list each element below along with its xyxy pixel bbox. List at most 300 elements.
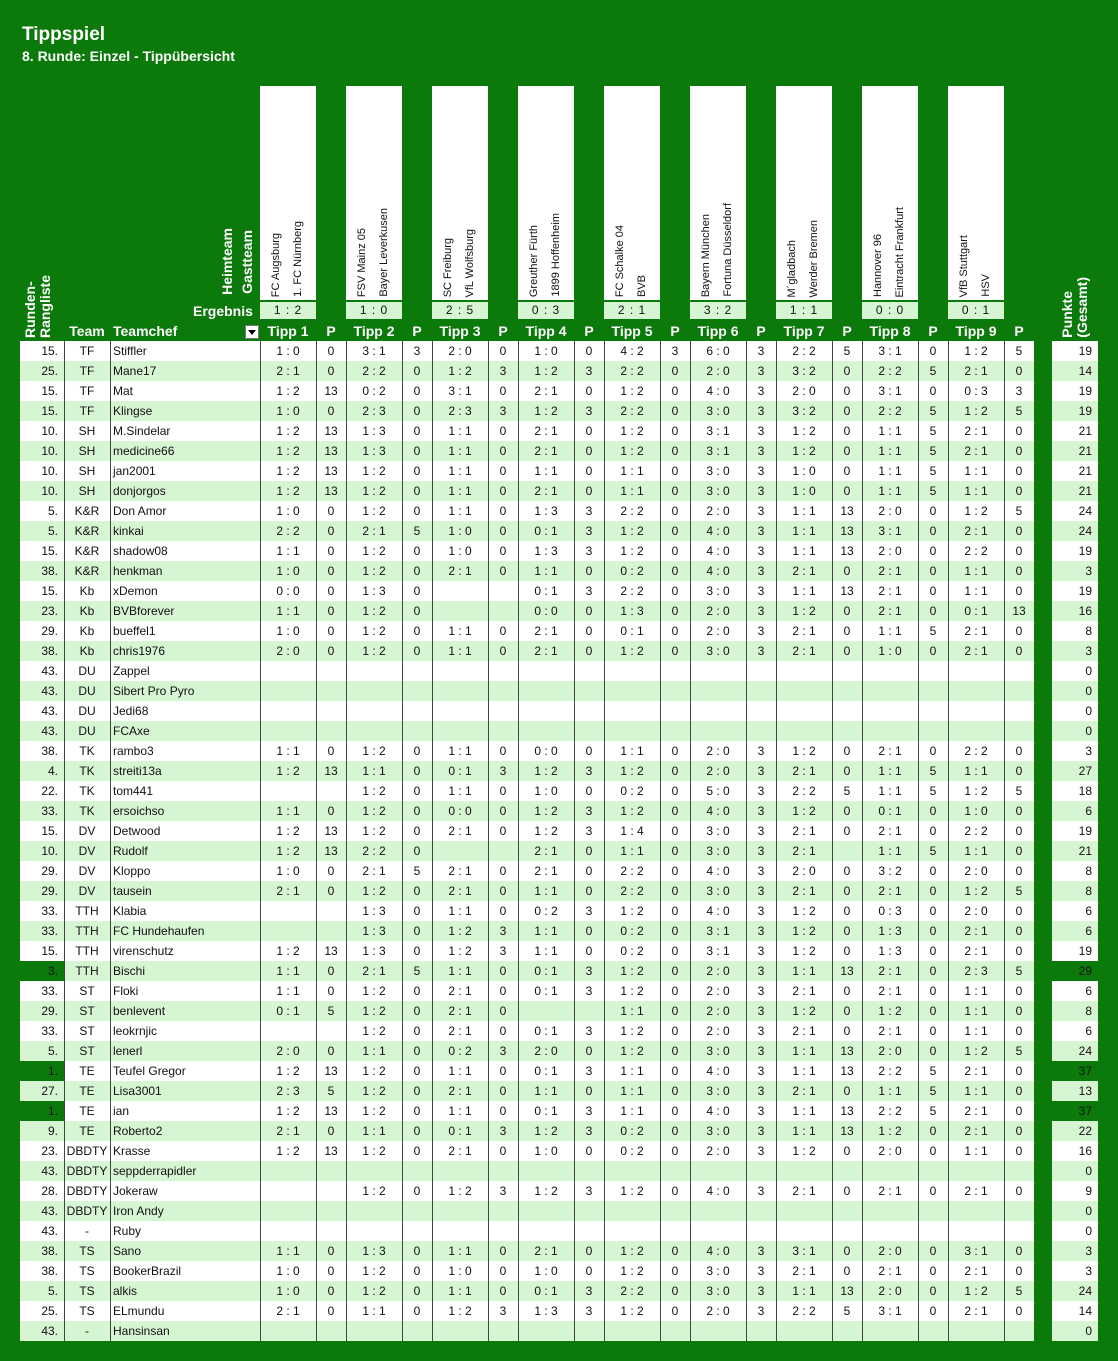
points-cell: 13 [840, 1064, 854, 1078]
points-cell: 0 [413, 824, 421, 838]
points-cell: 0 [671, 364, 679, 378]
points-cell: 0 [1015, 1124, 1023, 1138]
total-points-cell: 8 [1085, 624, 1092, 638]
tipp-cell: 1 : 2 [362, 644, 386, 658]
points-cell: 0 [671, 744, 679, 758]
tipp-cell: 0 : 0 [534, 744, 558, 758]
tipp-cell: 4 : 0 [706, 904, 730, 918]
team-cell: TE [79, 1124, 95, 1138]
tipp-cell: 2 : 1 [792, 624, 816, 638]
tipp-cell: 1 : 2 [362, 1284, 386, 1298]
tipp-cell: 2 : 1 [534, 844, 558, 858]
tipp-cell: 1 : 1 [964, 564, 988, 578]
points-cell: 0 [929, 1264, 937, 1278]
table-row [20, 1221, 1098, 1241]
tipp-cell: 1 : 1 [792, 1044, 816, 1058]
tipp-cell: 0 : 1 [534, 1104, 558, 1118]
points-cell: 0 [585, 1044, 593, 1058]
team-cell: ST [79, 1004, 95, 1018]
tipp-cell: 2 : 1 [878, 564, 902, 578]
points-cell: 0 [413, 384, 421, 398]
points-cell: 0 [1015, 424, 1023, 438]
points-cell: 13 [324, 484, 338, 498]
teamchef-cell: Sano [113, 1244, 142, 1258]
tipp-cell: 2 : 1 [792, 1084, 816, 1098]
col-header-points: P [498, 323, 508, 339]
teamchef-cell: xDemon [113, 584, 158, 598]
tipp-cell: 1 : 1 [448, 1104, 472, 1118]
points-cell: 13 [324, 944, 338, 958]
tipp-cell: 1 : 2 [534, 764, 558, 778]
teamchef-cell: Kloppo [113, 864, 151, 878]
tipp-cell: 2 : 3 [964, 964, 988, 978]
points-cell: 0 [499, 1264, 507, 1278]
teamchef-cell: alkis [113, 1284, 138, 1298]
tipp-cell [690, 701, 746, 721]
points-cell [316, 681, 346, 701]
points-cell: 5 [929, 464, 937, 478]
total-points-cell: 22 [1078, 1124, 1092, 1138]
points-cell: 5 [929, 1064, 937, 1078]
tipp-cell: 1 : 2 [534, 364, 558, 378]
points-cell [832, 1201, 862, 1221]
points-cell: 0 [843, 1004, 851, 1018]
total-points-cell: 21 [1078, 444, 1092, 458]
points-cell: 0 [327, 884, 335, 898]
tipp-cell [346, 701, 402, 721]
tipp-cell [432, 721, 488, 741]
tipp-cell: 2 : 1 [534, 864, 558, 878]
points-cell [402, 701, 432, 721]
points-cell: 0 [585, 444, 593, 458]
tipp-cell: 1 : 0 [276, 864, 300, 878]
rank-cell: 38. [41, 644, 58, 658]
tipp-cell: 2 : 1 [964, 1184, 988, 1198]
points-cell: 13 [324, 764, 338, 778]
tipp-cell: 1 : 2 [964, 1284, 988, 1298]
points-cell [1004, 1201, 1034, 1221]
tipp-cell: 2 : 2 [620, 884, 644, 898]
points-cell: 13 [324, 444, 338, 458]
points-cell [918, 1161, 948, 1181]
points-cell [402, 681, 432, 701]
points-cell: 3 [757, 584, 765, 598]
tipp-cell: 4 : 0 [706, 1104, 730, 1118]
teamchef-cell: FC Hundehaufen [113, 924, 205, 938]
tipp-cell: 2 : 1 [964, 624, 988, 638]
points-cell: 3 [585, 764, 593, 778]
points-cell: 0 [671, 1184, 679, 1198]
teamchef-cell: tom441 [113, 784, 154, 798]
points-cell: 0 [843, 884, 851, 898]
tipp-cell [518, 1161, 574, 1181]
team-cell: TF [79, 384, 95, 398]
tipp-cell: 1 : 2 [620, 644, 644, 658]
points-cell: 0 [671, 824, 679, 838]
tipp-cell: 2 : 1 [878, 884, 902, 898]
points-cell: 3 [499, 364, 507, 378]
tipp-cell: 2 : 2 [792, 784, 816, 798]
tipp-cell: 2 : 2 [620, 404, 644, 418]
rank-cell: 5. [47, 504, 58, 518]
col-header-points: P [1014, 323, 1024, 339]
team-cell: TK [79, 744, 95, 758]
tipp-cell: 4 : 0 [706, 1244, 730, 1258]
tipp-cell: 1 : 1 [276, 604, 300, 618]
tipp-cell: 0 : 2 [362, 384, 386, 398]
points-cell [918, 1221, 948, 1241]
tipp-cell [260, 1221, 316, 1241]
points-cell: 0 [929, 804, 937, 818]
team-cell: DU [78, 704, 96, 718]
tipp-cell [776, 721, 832, 741]
points-cell [574, 1161, 604, 1181]
rank-cell: 27. [41, 1084, 58, 1098]
table-row [20, 921, 1098, 941]
points-cell: 13 [324, 424, 338, 438]
team-cell: Kb [79, 604, 95, 618]
points-cell: 0 [413, 984, 421, 998]
away-team: HSV [980, 274, 992, 297]
tipp-cell: 1 : 2 [362, 884, 386, 898]
tipp-cell: 1 : 2 [620, 764, 644, 778]
total-points-cell: 19 [1078, 384, 1092, 398]
tipp-cell: 0 : 1 [620, 624, 644, 638]
tipp-cell: 1 : 1 [448, 964, 472, 978]
tipp-cell [604, 1321, 660, 1341]
points-cell: 0 [929, 1244, 937, 1258]
points-cell: 0 [1015, 1144, 1023, 1158]
tipp-cell: 1 : 1 [534, 464, 558, 478]
points-cell: 0 [843, 384, 851, 398]
table-row [20, 821, 1098, 841]
tipp-cell: 1 : 1 [964, 1144, 988, 1158]
points-cell: 0 [327, 544, 335, 558]
match-result: 1 : 1 [776, 302, 832, 319]
tipp-cell: 2 : 1 [534, 1244, 558, 1258]
table-row [20, 1181, 1098, 1201]
points-cell [488, 1161, 518, 1181]
tipp-cell: 3 : 1 [878, 524, 902, 538]
col-header-tipp-1: Tipp 1 [267, 323, 309, 339]
tipp-cell: 1 : 3 [878, 924, 902, 938]
points-cell [746, 681, 776, 701]
points-cell: 13 [840, 504, 854, 518]
tipp-cell: 4 : 0 [706, 524, 730, 538]
points-cell [402, 721, 432, 741]
points-cell: 5 [1015, 344, 1023, 358]
tipp-cell: 1 : 1 [792, 964, 816, 978]
points-cell: 0 [843, 1264, 851, 1278]
points-cell: 0 [585, 1264, 593, 1278]
tipp-cell: 1 : 2 [964, 504, 988, 518]
tipp-cell: 1 : 3 [534, 1304, 558, 1318]
points-cell: 0 [585, 644, 593, 658]
tipp-cell: 1 : 1 [448, 424, 472, 438]
tipp-cell: 2 : 1 [964, 1124, 988, 1138]
tipp-cell: 2 : 1 [362, 964, 386, 978]
tipp-cell: 2 : 1 [276, 364, 300, 378]
teamchef-cell: Krasse [113, 1144, 151, 1158]
tipp-cell: 2 : 0 [706, 604, 730, 618]
teamchef-cell: chris1976 [113, 644, 166, 658]
away-team: Bayer Leverkusen [378, 208, 390, 297]
tipp-cell [776, 1201, 832, 1221]
label-ergebnis: Ergebnis [193, 303, 253, 319]
points-cell [1004, 1161, 1034, 1181]
tipp-cell: 1 : 2 [448, 944, 472, 958]
teamchef-cell: Klabia [113, 904, 147, 918]
points-cell [316, 1201, 346, 1221]
tipp-cell: 1 : 1 [448, 1284, 472, 1298]
rank-cell: 38. [41, 1244, 58, 1258]
points-cell: 3 [757, 404, 765, 418]
points-cell: 0 [843, 904, 851, 918]
match-column-8 [862, 86, 918, 300]
tipp-cell: 2 : 1 [534, 624, 558, 638]
match-result: 3 : 2 [690, 302, 746, 319]
column-divider [660, 341, 661, 1341]
tipp-cell: 1 : 2 [620, 984, 644, 998]
table-row [20, 421, 1098, 441]
points-cell: 0 [413, 764, 421, 778]
tipp-cell: 2 : 1 [448, 864, 472, 878]
column-divider [346, 341, 347, 1341]
team-cell: K&R [74, 524, 100, 538]
rank-cell: 33. [41, 904, 58, 918]
tipp-cell: 0 : 2 [620, 924, 644, 938]
tipp-cell: 0 : 1 [534, 584, 558, 598]
match-column-6 [690, 86, 746, 300]
teamchef-cell: ELmundu [113, 1304, 165, 1318]
column-divider [64, 341, 65, 1341]
points-cell [402, 1221, 432, 1241]
points-cell: 13 [840, 1044, 854, 1058]
points-cell: 3 [585, 1104, 593, 1118]
points-cell: 3 [757, 984, 765, 998]
tipp-cell: 1 : 3 [878, 944, 902, 958]
tipp-cell: 2 : 1 [362, 864, 386, 878]
total-points-cell: 3 [1085, 1244, 1092, 1258]
points-cell: 3 [499, 1184, 507, 1198]
tipp-cell [518, 701, 574, 721]
tipp-cell: 0 : 1 [534, 1284, 558, 1298]
tipp-cell [432, 661, 488, 681]
team-cell: DV [78, 864, 96, 878]
tipp-cell: 1 : 2 [620, 1304, 644, 1318]
tipp-cell: 2 : 2 [878, 1104, 902, 1118]
points-cell: 5 [929, 1104, 937, 1118]
tipp-cell: 1 : 0 [792, 464, 816, 478]
tipp-cell: 1 : 2 [620, 964, 644, 978]
points-cell: 3 [757, 1144, 765, 1158]
tipp-cell: 1 : 2 [276, 484, 300, 498]
table-row [20, 1041, 1098, 1061]
tipp-cell: 0 : 2 [620, 944, 644, 958]
tipp-cell: 2 : 0 [878, 1244, 902, 1258]
points-cell: 3 [757, 384, 765, 398]
points-cell [488, 681, 518, 701]
tipp-cell: 0 : 0 [448, 804, 472, 818]
home-team: SC Freiburg [442, 237, 454, 297]
tipp-cell [690, 661, 746, 681]
tipp-cell: 2 : 1 [878, 1184, 902, 1198]
tipp-cell: 3 : 2 [792, 364, 816, 378]
tipp-cell: 2 : 1 [792, 1024, 816, 1038]
tipp-cell: 1 : 2 [362, 1064, 386, 1078]
total-points-cell: 0 [1085, 664, 1092, 678]
tipp-cell: 4 : 2 [620, 344, 644, 358]
rank-cell: 10. [41, 424, 58, 438]
tipp-cell: 1 : 1 [620, 1064, 644, 1078]
team-cell: TE [79, 1084, 95, 1098]
points-cell: 3 [499, 1124, 507, 1138]
teamchef-cell: Mat [113, 384, 134, 398]
points-cell: 3 [757, 1044, 765, 1058]
tipp-cell: 2 : 1 [448, 1004, 472, 1018]
away-team: 1. FC Nürnberg [292, 221, 304, 297]
team-cell: K&R [74, 504, 100, 518]
tipp-cell: 1 : 2 [362, 464, 386, 478]
tipp-cell: 2 : 1 [448, 1084, 472, 1098]
tipp-cell [260, 701, 316, 721]
points-cell: 0 [671, 944, 679, 958]
points-cell: 0 [585, 924, 593, 938]
total-points-cell: 21 [1078, 844, 1092, 858]
tipp-cell [862, 1321, 918, 1341]
points-cell: 0 [843, 864, 851, 878]
points-cell: 0 [929, 524, 937, 538]
tipp-cell: 1 : 1 [878, 484, 902, 498]
tipp-cell: 2 : 1 [964, 1104, 988, 1118]
points-cell: 0 [671, 1044, 679, 1058]
points-cell [1004, 681, 1034, 701]
points-cell: 0 [327, 604, 335, 618]
tipp-cell: 2 : 1 [792, 884, 816, 898]
tipp-cell [948, 681, 1004, 701]
points-cell: 5 [1015, 784, 1023, 798]
points-cell: 0 [499, 744, 507, 758]
tipp-cell: 2 : 1 [964, 524, 988, 538]
points-cell: 3 [757, 924, 765, 938]
points-cell: 3 [757, 1284, 765, 1298]
tipp-cell: 1 : 1 [964, 984, 988, 998]
points-cell: 0 [585, 384, 593, 398]
points-cell: 0 [585, 624, 593, 638]
tipp-cell: 2 : 0 [706, 764, 730, 778]
tipp-cell: 4 : 0 [706, 804, 730, 818]
rank-cell: 9. [47, 1124, 58, 1138]
points-cell: 0 [413, 884, 421, 898]
points-cell: 0 [929, 604, 937, 618]
points-cell: 0 [843, 924, 851, 938]
total-points-cell: 0 [1085, 704, 1092, 718]
tipp-cell: 1 : 3 [362, 944, 386, 958]
points-cell [316, 921, 346, 941]
points-cell: 0 [413, 464, 421, 478]
points-cell: 0 [499, 624, 507, 638]
table-row [20, 621, 1098, 641]
points-cell: 0 [671, 1024, 679, 1038]
column-divider [488, 341, 489, 1341]
tipp-cell: 1 : 2 [792, 744, 816, 758]
tipp-cell: 3 : 1 [706, 424, 730, 438]
tipp-cell: 2 : 2 [620, 1284, 644, 1298]
tipp-cell: 0 : 1 [534, 1024, 558, 1038]
col-header-tipp-9: Tipp 9 [955, 323, 997, 339]
total-points-cell: 0 [1085, 684, 1092, 698]
match-column-1 [260, 86, 316, 300]
points-cell: 13 [840, 1124, 854, 1138]
points-cell: 5 [413, 964, 421, 978]
points-cell: 0 [929, 964, 937, 978]
tipp-cell [432, 1321, 488, 1341]
tipp-cell: 3 : 1 [792, 1244, 816, 1258]
points-cell: 0 [413, 624, 421, 638]
points-cell [488, 581, 518, 601]
team-cell: TTH [75, 904, 99, 918]
total-points-cell: 9 [1085, 1184, 1092, 1198]
page-title: Tippspiel [22, 24, 106, 45]
points-cell: 3 [585, 1024, 593, 1038]
points-cell: 0 [671, 424, 679, 438]
points-cell: 5 [929, 1084, 937, 1098]
tipp-cell: 1 : 1 [362, 1124, 386, 1138]
teamchef-cell: Iron Andy [113, 1204, 164, 1218]
points-cell: 0 [671, 1144, 679, 1158]
rank-cell: 38. [41, 744, 58, 758]
points-cell: 3 [757, 1304, 765, 1318]
tipp-cell: 1 : 0 [448, 524, 472, 538]
tipp-cell [346, 1321, 402, 1341]
tipp-cell: 1 : 2 [448, 364, 472, 378]
points-cell: 0 [1015, 944, 1023, 958]
points-cell: 0 [843, 824, 851, 838]
tipp-cell: 3 : 1 [362, 344, 386, 358]
total-points-cell: 13 [1078, 1084, 1092, 1098]
tipp-cell: 2 : 2 [362, 364, 386, 378]
points-cell: 3 [585, 964, 593, 978]
tipp-cell: 1 : 1 [964, 764, 988, 778]
teamchef-filter-dropdown[interactable] [245, 325, 259, 339]
tipp-cell [776, 701, 832, 721]
away-team: Werder Bremen [808, 219, 820, 297]
team-cell: DU [78, 684, 96, 698]
points-cell: 0 [499, 1064, 507, 1078]
team-cell: Kb [79, 624, 95, 638]
rank-cell: 22. [41, 784, 58, 798]
tipp-cell: 1 : 2 [792, 424, 816, 438]
column-divider [918, 341, 919, 1341]
points-cell: 0 [671, 1064, 679, 1078]
rank-cell: 33. [41, 924, 58, 938]
tipp-cell: 3 : 0 [706, 644, 730, 658]
tipp-cell [690, 1221, 746, 1241]
points-cell [574, 1321, 604, 1341]
tipp-cell: 2 : 3 [362, 404, 386, 418]
tipp-cell: 2 : 1 [878, 964, 902, 978]
rank-cell: 43. [41, 684, 58, 698]
tipp-cell: 1 : 1 [448, 904, 472, 918]
tipp-cell [518, 721, 574, 741]
table-row [20, 1061, 1098, 1081]
points-cell: 3 [585, 524, 593, 538]
tipp-cell: 1 : 1 [448, 644, 472, 658]
points-cell: 0 [499, 504, 507, 518]
points-cell [660, 1321, 690, 1341]
tipp-cell: 1 : 3 [534, 544, 558, 558]
col-header-tipp-6: Tipp 6 [697, 323, 739, 339]
